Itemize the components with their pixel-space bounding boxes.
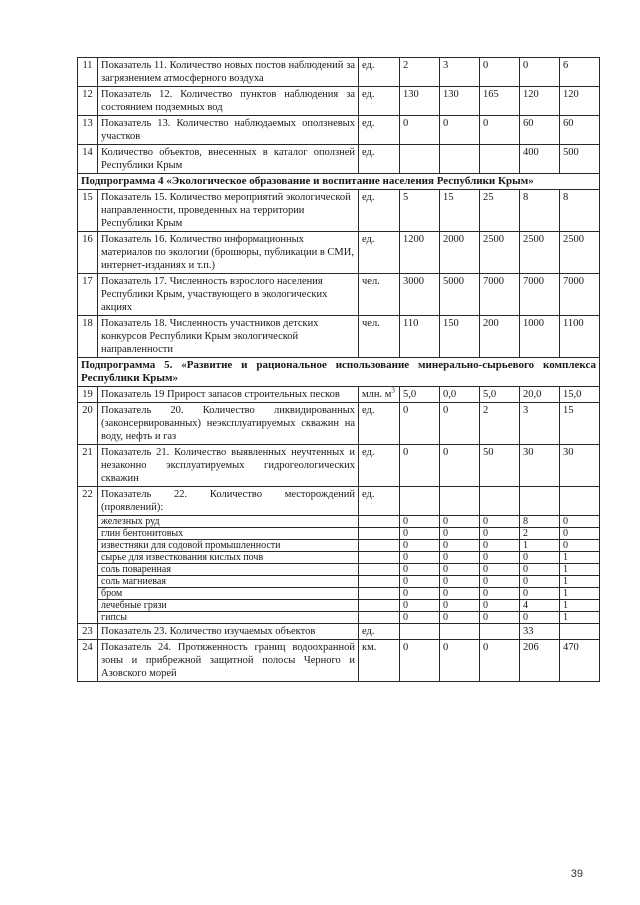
row-number: 15 bbox=[78, 190, 98, 232]
item-value: 0 bbox=[400, 564, 440, 576]
row-value: 3 bbox=[440, 58, 480, 87]
row-value: 60 bbox=[560, 116, 600, 145]
row-value: 110 bbox=[400, 316, 440, 358]
item-unit bbox=[359, 576, 400, 588]
item-value: 0 bbox=[440, 588, 480, 600]
row-value: 150 bbox=[440, 316, 480, 358]
item-value: 1 bbox=[560, 612, 600, 624]
row-value: 0 bbox=[480, 58, 520, 87]
row-value: 120 bbox=[560, 87, 600, 116]
row-description: Показатель 16. Количество информационных материалов по экологии (брошюры, публикации в СМИ, интернет-изданиях и т.п.) bbox=[98, 232, 359, 274]
item-name: сырье для известкования кислых почв bbox=[98, 552, 359, 564]
row-number: 22 bbox=[78, 487, 98, 624]
row-unit: ед. bbox=[359, 190, 400, 232]
item-unit bbox=[359, 528, 400, 540]
item-value: 0 bbox=[400, 516, 440, 528]
item-value: 1 bbox=[560, 576, 600, 588]
row-value: 0 bbox=[400, 116, 440, 145]
row-value: 130 bbox=[440, 87, 480, 116]
item-unit bbox=[359, 588, 400, 600]
item-value: 0 bbox=[480, 528, 520, 540]
row-value: 15 bbox=[560, 403, 600, 445]
row-value: 0 bbox=[400, 403, 440, 445]
item-value: 0 bbox=[440, 600, 480, 612]
row-description: Показатель 13. Количество наблюдаемых оползневых участков bbox=[98, 116, 359, 145]
table-row bbox=[78, 640, 600, 682]
item-unit bbox=[359, 552, 400, 564]
table-row bbox=[78, 528, 600, 540]
table-row bbox=[78, 564, 600, 576]
row-value: 1200 bbox=[400, 232, 440, 274]
row-value: 0 bbox=[440, 445, 480, 487]
item-value: 0 bbox=[480, 564, 520, 576]
row-value bbox=[400, 145, 440, 174]
row-value: 20,0 bbox=[520, 387, 560, 403]
item-value: 0 bbox=[520, 576, 560, 588]
row-value: 50 bbox=[480, 445, 520, 487]
item-name: известняки для содовой промышленности bbox=[98, 540, 359, 552]
row-value: 206 bbox=[520, 640, 560, 682]
row-value bbox=[480, 487, 520, 516]
table-row bbox=[78, 87, 600, 116]
item-value: 0 bbox=[560, 528, 600, 540]
row-unit: чел. bbox=[359, 274, 400, 316]
row-value: 0 bbox=[440, 116, 480, 145]
row-unit bbox=[359, 387, 400, 403]
row-value: 30 bbox=[520, 445, 560, 487]
item-value: 1 bbox=[560, 588, 600, 600]
item-value: 0 bbox=[480, 552, 520, 564]
item-value: 0 bbox=[560, 516, 600, 528]
item-name: гипсы bbox=[98, 612, 359, 624]
subprogram-heading bbox=[78, 174, 600, 190]
item-value: 0 bbox=[400, 552, 440, 564]
subprogram-heading bbox=[78, 358, 600, 387]
item-value: 0 bbox=[440, 612, 480, 624]
table-row bbox=[78, 274, 600, 316]
subprogram-title: Подпрограмма 5. «Развитие и рациональное использование минерально-сырьевого комплекса Республики Крым» bbox=[78, 358, 600, 387]
item-value: 0 bbox=[400, 600, 440, 612]
item-name: лечебные грязи bbox=[98, 600, 359, 612]
item-name: глин бентонитовых bbox=[98, 528, 359, 540]
item-value: 0 bbox=[440, 576, 480, 588]
row-description: Показатель 24. Протяженность границ водоохранной зоны и прибрежной защитной полосы Черного и Азовского морей bbox=[98, 640, 359, 682]
row-value: 0 bbox=[520, 58, 560, 87]
row-value: 60 bbox=[520, 116, 560, 145]
row-number: 14 bbox=[78, 145, 98, 174]
row-description: Количество объектов, внесенных в каталог оползней Республики Крым bbox=[98, 145, 359, 174]
row-value: 2000 bbox=[440, 232, 480, 274]
table-row bbox=[78, 316, 600, 358]
item-value: 1 bbox=[560, 564, 600, 576]
item-value: 0 bbox=[480, 600, 520, 612]
table-row bbox=[78, 403, 600, 445]
row-number: 17 bbox=[78, 274, 98, 316]
row-value: 0 bbox=[400, 640, 440, 682]
item-value: 8 bbox=[520, 516, 560, 528]
row-unit: ед. bbox=[359, 487, 400, 516]
row-value: 2 bbox=[400, 58, 440, 87]
item-value: 0 bbox=[480, 612, 520, 624]
row-number: 12 bbox=[78, 87, 98, 116]
row-value bbox=[520, 487, 560, 516]
table-row bbox=[78, 600, 600, 612]
row-unit: ед. bbox=[359, 624, 400, 640]
item-value: 0 bbox=[400, 612, 440, 624]
item-name: соль магниевая bbox=[98, 576, 359, 588]
row-unit: ед. bbox=[359, 403, 400, 445]
row-unit: ед. bbox=[359, 87, 400, 116]
row-number: 23 bbox=[78, 624, 98, 640]
item-value: 1 bbox=[560, 600, 600, 612]
row-value bbox=[560, 624, 600, 640]
item-unit bbox=[359, 516, 400, 528]
table-row bbox=[78, 540, 600, 552]
subprogram-title: Подпрограмма 4 «Экологическое образование и воспитание населения Республики Крым» bbox=[78, 174, 600, 190]
row-number: 24 bbox=[78, 640, 98, 682]
row-number: 11 bbox=[78, 58, 98, 87]
row-value: 0 bbox=[480, 116, 520, 145]
row-value: 0 bbox=[440, 403, 480, 445]
item-unit bbox=[359, 600, 400, 612]
item-value: 1 bbox=[520, 540, 560, 552]
item-value: 0 bbox=[520, 552, 560, 564]
row-value bbox=[440, 145, 480, 174]
row-value: 0,0 bbox=[440, 387, 480, 403]
row-description: Показатель 22. Количество месторождений (проявлений): bbox=[98, 487, 359, 516]
item-value: 2 bbox=[520, 528, 560, 540]
row-value: 1100 bbox=[560, 316, 600, 358]
item-value: 0 bbox=[560, 540, 600, 552]
unit-text: млн. м bbox=[362, 389, 392, 400]
page-number: 39 bbox=[570, 868, 583, 880]
row-value: 2 bbox=[480, 403, 520, 445]
row-unit: чел. bbox=[359, 316, 400, 358]
row-value: 2500 bbox=[480, 232, 520, 274]
row-unit: ед. bbox=[359, 232, 400, 274]
row-value: 130 bbox=[400, 87, 440, 116]
row-number: 16 bbox=[78, 232, 98, 274]
item-value: 0 bbox=[440, 516, 480, 528]
row-value: 30 bbox=[560, 445, 600, 487]
row-description: Показатель 18. Численность участников детских конкурсов Республики Крым экологической направленности bbox=[98, 316, 359, 358]
row-description: Показатель 12. Количество пунктов наблюдения за состоянием подземных вод bbox=[98, 87, 359, 116]
row-value: 120 bbox=[520, 87, 560, 116]
row-value: 7000 bbox=[480, 274, 520, 316]
row-value bbox=[400, 624, 440, 640]
row-value: 500 bbox=[560, 145, 600, 174]
row-number: 21 bbox=[78, 445, 98, 487]
table-row bbox=[78, 445, 600, 487]
item-value: 0 bbox=[440, 552, 480, 564]
table-row bbox=[78, 387, 600, 403]
row-value: 5,0 bbox=[480, 387, 520, 403]
item-value: 0 bbox=[440, 540, 480, 552]
item-value: 0 bbox=[520, 588, 560, 600]
item-value: 0 bbox=[400, 588, 440, 600]
row-number: 18 bbox=[78, 316, 98, 358]
table-row bbox=[78, 487, 600, 516]
item-value: 0 bbox=[480, 576, 520, 588]
row-value: 8 bbox=[520, 190, 560, 232]
row-value: 33 bbox=[520, 624, 560, 640]
row-value: 7000 bbox=[560, 274, 600, 316]
row-value: 5,0 bbox=[400, 387, 440, 403]
item-value: 0 bbox=[400, 576, 440, 588]
item-unit bbox=[359, 540, 400, 552]
table-row bbox=[78, 588, 600, 600]
row-description: Показатель 20. Количество ликвидированных (законсервированных) неэксплуатируемых скважин на воду, нефть и газ bbox=[98, 403, 359, 445]
item-value: 0 bbox=[480, 540, 520, 552]
row-value bbox=[480, 145, 520, 174]
row-value bbox=[440, 487, 480, 516]
table-row bbox=[78, 232, 600, 274]
item-value: 0 bbox=[520, 612, 560, 624]
item-value: 0 bbox=[400, 528, 440, 540]
row-value: 400 bbox=[520, 145, 560, 174]
row-value: 1000 bbox=[520, 316, 560, 358]
unit-superscript: 3 bbox=[391, 386, 395, 395]
row-value: 3 bbox=[520, 403, 560, 445]
row-value bbox=[560, 487, 600, 516]
item-value: 4 bbox=[520, 600, 560, 612]
row-value: 2500 bbox=[520, 232, 560, 274]
row-description: Показатель 15. Количество мероприятий экологической направленности, проведенных на территории Республики Крым bbox=[98, 190, 359, 232]
table-row bbox=[78, 190, 600, 232]
row-value bbox=[440, 624, 480, 640]
item-value: 1 bbox=[560, 552, 600, 564]
row-unit: ед. bbox=[359, 116, 400, 145]
item-name: железных руд bbox=[98, 516, 359, 528]
item-unit bbox=[359, 612, 400, 624]
table-row bbox=[78, 576, 600, 588]
row-value: 0 bbox=[480, 640, 520, 682]
row-value: 7000 bbox=[520, 274, 560, 316]
row-number: 13 bbox=[78, 116, 98, 145]
row-unit: ед. bbox=[359, 445, 400, 487]
row-description: Показатель 23. Количество изучаемых объектов bbox=[98, 624, 359, 640]
row-value: 3000 bbox=[400, 274, 440, 316]
row-value: 8 bbox=[560, 190, 600, 232]
row-value: 0 bbox=[400, 445, 440, 487]
row-value: 5000 bbox=[440, 274, 480, 316]
item-value: 0 bbox=[480, 516, 520, 528]
table-row bbox=[78, 116, 600, 145]
item-unit bbox=[359, 564, 400, 576]
table-row bbox=[78, 58, 600, 87]
row-value: 0 bbox=[440, 640, 480, 682]
table-row bbox=[78, 552, 600, 564]
row-unit: ед. bbox=[359, 58, 400, 87]
item-name: бром bbox=[98, 588, 359, 600]
item-value: 0 bbox=[440, 564, 480, 576]
row-value: 15,0 bbox=[560, 387, 600, 403]
row-value: 165 bbox=[480, 87, 520, 116]
item-value: 0 bbox=[440, 528, 480, 540]
table-row bbox=[78, 516, 600, 528]
indicators-table bbox=[77, 57, 600, 682]
row-value: 6 bbox=[560, 58, 600, 87]
item-value: 0 bbox=[520, 564, 560, 576]
table-row bbox=[78, 624, 600, 640]
row-value: 2500 bbox=[560, 232, 600, 274]
row-unit: км. bbox=[359, 640, 400, 682]
row-value: 25 bbox=[480, 190, 520, 232]
row-unit: ед. bbox=[359, 145, 400, 174]
row-description: Показатель 19 Прирост запасов строительных песков bbox=[98, 387, 359, 403]
row-value bbox=[480, 624, 520, 640]
table-row bbox=[78, 612, 600, 624]
item-name: соль поваренная bbox=[98, 564, 359, 576]
row-description: Показатель 11. Количество новых постов наблюдений за загрязнением атмосферного воздуха bbox=[98, 58, 359, 87]
row-number: 19 bbox=[78, 387, 98, 403]
table-row bbox=[78, 145, 600, 174]
row-description: Показатель 21. Количество выявленных неучтенных и незаконно эксплуатируемых гидрогеологических скважин bbox=[98, 445, 359, 487]
row-number: 20 bbox=[78, 403, 98, 445]
row-value: 200 bbox=[480, 316, 520, 358]
item-value: 0 bbox=[480, 588, 520, 600]
item-value: 0 bbox=[400, 540, 440, 552]
row-description: Показатель 17. Численность взрослого населения Республики Крым, участвующего в экологических акциях bbox=[98, 274, 359, 316]
row-value: 470 bbox=[560, 640, 600, 682]
row-value bbox=[400, 487, 440, 516]
row-value: 5 bbox=[400, 190, 440, 232]
row-value: 15 bbox=[440, 190, 480, 232]
